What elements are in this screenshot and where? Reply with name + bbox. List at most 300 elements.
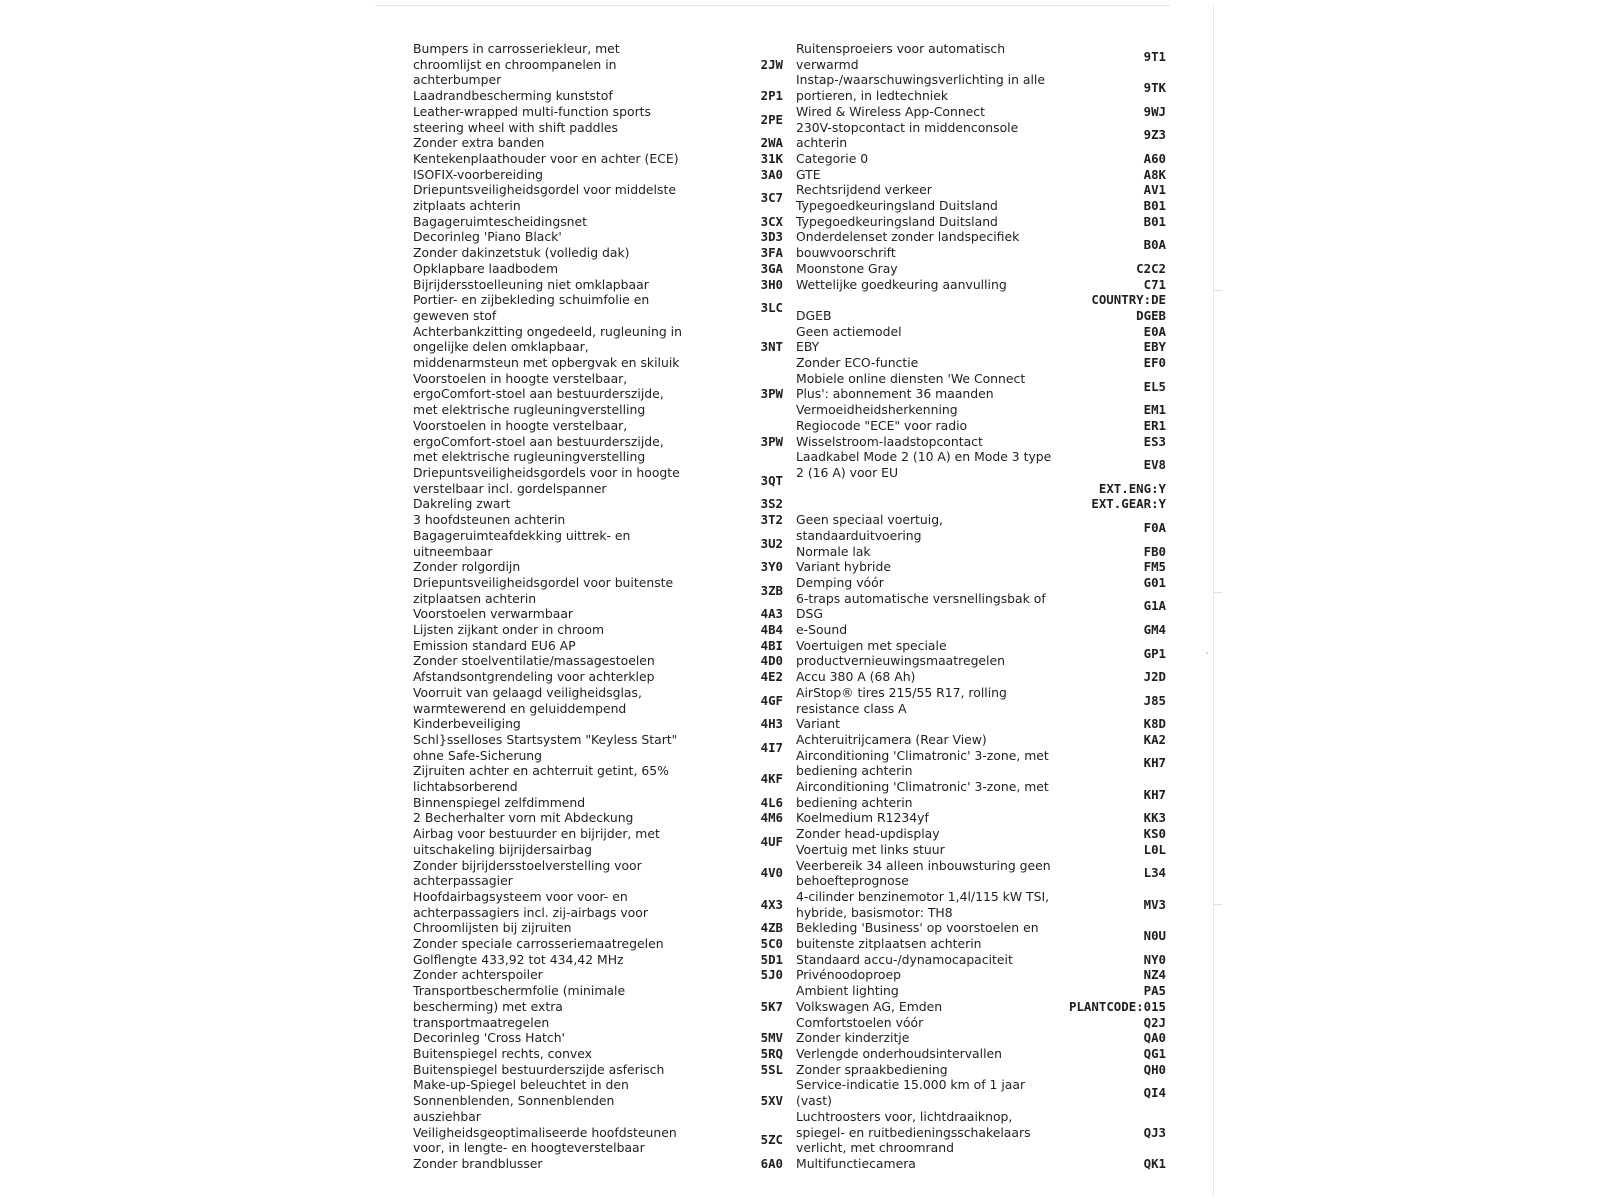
option-code: QG1 [1143,1046,1166,1061]
option-row [796,685,1166,716]
option-code: 3FA [760,245,783,261]
option-description: Opklapbare laadbodem [413,260,559,276]
option-row [796,716,1166,732]
options-list-left [413,41,783,1172]
option-row [796,292,1166,308]
option-row [796,261,1166,277]
option-code: B01 [1143,198,1166,214]
option-description: 2 Becherhalter vorn mit Abdeckung [413,810,634,826]
option-description: Standaard accu-/dynamocapaciteit [796,951,1013,967]
option-row [796,324,1166,340]
option-row [413,795,783,811]
option-row [413,245,783,261]
option-code: 3U2 [760,535,783,551]
option-code: K8D [1143,716,1166,732]
option-code: 2P1 [760,88,783,104]
option-code: 4X3 [760,896,783,912]
option-code: 3D3 [760,229,783,245]
scan-mark [1214,592,1222,593]
option-code: ES3 [1143,433,1166,449]
option-row [796,355,1166,371]
option-code: MV3 [1143,896,1166,912]
option-row [413,952,783,968]
option-code: 5MV [760,1030,783,1046]
option-description: Bijrijdersstoelleuning niet omklapbaar [413,276,649,292]
option-code: EXT.GEAR:Y [1091,496,1166,512]
option-code: A8K [1143,166,1166,182]
option-row [796,120,1166,151]
option-description: e-Sound [796,622,848,638]
option-code: N0U [1143,928,1166,944]
option-row [796,182,1166,198]
option-code: 2JW [760,56,783,72]
option-description: Veiligheidsgeoptimaliseerde hoofdsteunen voor, in lengte- en hoogteverstelbaar [413,1124,677,1156]
option-row [413,967,783,983]
option-code: ER1 [1143,417,1166,433]
option-code: EM1 [1143,402,1166,418]
option-row [413,88,783,104]
scan-mark [1214,904,1222,905]
option-code: 4H3 [760,716,783,732]
options-list-right [796,41,1166,1172]
option-row [413,104,783,135]
option-row [796,371,1166,402]
option-description: Airconditioning 'Climatronic' 3-zone, met bediening achterin [796,747,1049,779]
option-code: 4ZB [760,920,783,936]
option-code: E0A [1143,323,1166,339]
option-description: Buitenspiegel rechts, convex [413,1046,593,1061]
option-code: EBY [1143,339,1166,355]
option-code: KS0 [1143,826,1166,842]
option-code: 3ZB [760,582,783,598]
option-description: Laadkabel Mode 2 (10 A) en Mode 3 type 2 (16 A) voor EU [796,449,1052,480]
option-row [796,434,1166,450]
option-description: Voorstoelen in hoogte verstelbaar, ergoComfort-stoel aan bestuurderszijde, met elektrische rugleuningverstelling [413,370,664,418]
option-code: L0L [1143,841,1166,857]
option-row [413,292,783,323]
option-row [413,732,783,763]
option-description: GTE [796,166,821,182]
option-description: Lijsten zijkant onder in chroom [413,622,605,638]
option-code: F0A [1143,519,1166,535]
option-code: 4BI [760,637,783,653]
option-code: 3LC [760,300,783,316]
option-row [796,920,1166,951]
option-code: 4GF [760,692,783,708]
option-row [413,669,783,685]
option-row [796,748,1166,779]
option-description: 3 hoofdsteunen achterin [413,512,566,528]
option-code: 5D1 [760,951,783,967]
option-code: 4A3 [760,606,783,622]
option-code: EL5 [1143,378,1166,394]
option-code: 31K [760,150,783,166]
option-description: Bekleding 'Business' op voorstoelen en buitenste zitplaatsen achterin [796,920,1039,952]
option-description: Wired & Wireless App-Connect [796,103,985,119]
option-code: 4KF [760,771,783,787]
option-description: Zonder speciale carrosseriemaatregelen [413,936,664,952]
option-code: KK3 [1143,810,1166,826]
option-row [796,449,1166,480]
option-description: Voertuig met links stuur [796,841,945,857]
option-code: 5C0 [760,936,783,952]
option-row [413,1156,783,1172]
option-row [413,418,783,465]
option-row [413,653,783,669]
option-code: 3PW [760,386,783,402]
option-code: QK1 [1143,1155,1166,1171]
option-code: EV8 [1143,457,1166,473]
option-code: 2PE [760,111,783,127]
option-row [796,277,1166,293]
option-row [796,1156,1166,1172]
option-row [796,638,1166,669]
option-row [796,732,1166,748]
option-code: QA0 [1143,1030,1166,1046]
option-description: Verlengde onderhoudsintervallen [796,1046,1003,1061]
option-code: L34 [1143,865,1166,881]
scan-mark [1214,290,1222,291]
option-description: 4-cilinder benzinemotor 1,4l/115 kW TSI, hybride, basismotor: TH8 [796,888,1050,920]
option-row [413,622,783,638]
option-row [796,779,1166,810]
option-row [796,952,1166,968]
option-description: 6-traps automatische versnellingsbak of DSG [796,590,1046,622]
option-row [413,575,783,606]
option-description: Veerbereik 34 alleen inbouwsturing geen behoefteprognose [796,857,1051,889]
option-description: Zonder bijrijdersstoelverstelling voor achterpassagier [413,857,642,889]
option-row [413,810,783,826]
option-code: 3CX [760,213,783,229]
option-row [413,261,783,277]
option-description: Kentekenplaathouder voor en achter (ECE) [413,150,679,166]
option-description: Airbag voor bestuurder en bijrijder, met uitschakeling bijrijdersairbag [413,826,660,857]
page-right-edge [1213,6,1214,1196]
option-row [796,889,1166,920]
option-description: Rechtsrijdend verkeer [796,182,932,198]
option-code: QI4 [1143,1085,1166,1101]
option-row [796,842,1166,858]
option-row [796,229,1166,260]
option-description: Portier- en zijbekleding schuimfolie en geweven stof [413,292,650,323]
option-code: DGEB [1136,307,1166,323]
option-description: Zonder stoelventilatie/massagestoelen [413,653,655,669]
option-row [413,858,783,889]
option-code: 3S2 [760,496,783,512]
option-description: Make-up-Spiegel beleuchtet in den Sonnenblenden, Sonnenblenden ausziehbar [413,1077,629,1124]
option-code: 3A0 [760,166,783,182]
option-code: B0A [1143,237,1166,253]
option-description: Accu 380 A (68 Ah) [796,669,916,685]
option-row [413,1030,783,1046]
option-code: 5RQ [760,1046,783,1061]
option-description: Schl}sselloses Startsystem "Keyless Start" ohne Safe-Sicherung [413,731,678,763]
option-code: 4L6 [760,794,783,810]
option-code: 3C7 [760,190,783,206]
option-description: Laadrandbescherming kunststof [413,88,613,104]
option-row [413,983,783,1030]
option-row [413,763,783,794]
option-row [796,1077,1166,1108]
option-row [796,999,1166,1015]
option-description: Zonder spraakbediening [796,1061,948,1077]
option-code: 5J0 [760,967,783,983]
option-row [413,1046,783,1062]
option-code: 9TK [1143,80,1166,96]
page-top-edge [375,5,1170,6]
option-row [796,967,1166,983]
scan-dot [1206,652,1208,654]
option-description: Voorstoelen in hoogte verstelbaar, ergoComfort-stoel aan bestuurderszijde, met elektrische rugleuningverstelling [413,417,664,465]
option-code: 3NT [760,339,783,355]
option-row [413,182,783,213]
option-description: Emission standard EU6 AP [413,637,576,653]
option-row [413,826,783,857]
option-description: Airconditioning 'Climatronic' 3-zone, met bediening achterin [796,779,1049,810]
option-row [796,1109,1166,1156]
option-description: Zijruiten achter en achterruit getint, 65% lichtabsorberend [413,763,669,795]
option-description: DGEB [796,307,832,323]
option-row [796,402,1166,418]
option-description: Geen speciaal voertuig, standaarduitvoering [796,512,943,543]
option-row [796,858,1166,889]
option-description: Achteruitrijcamera (Rear View) [796,731,987,747]
option-description: Voorruit van gelaagd veiligheidsglas, warmtewerend en geluiddempend [413,684,642,716]
option-description: ISOFIX-voorbereiding [413,166,544,182]
option-row [413,277,783,293]
option-row [413,167,783,183]
option-row [796,339,1166,355]
option-description: Wisselstroom-laadstopcontact [796,433,983,449]
option-row [413,1062,783,1078]
option-row [796,418,1166,434]
option-code: EXT.ENG:Y [1098,480,1166,496]
option-description: Zonder kinderzitje [796,1030,910,1046]
option-description: Driepuntsveiligheidsgordel voor middelste zitplaats achterin [413,182,676,214]
option-code: 3Y0 [760,559,783,575]
option-code: 4V0 [760,865,783,881]
option-row [413,716,783,732]
option-description: Hoofdairbagsysteem voor voor- en achterpassagiers incl. zij-airbags voor [413,888,648,920]
option-description: Demping vóór [796,574,884,590]
option-code: Q2J [1143,1014,1166,1030]
option-description: Bumpers in carrosseriekleur, met chroomlijst en chroompanelen in achterbumper [413,41,620,88]
option-code: C2C2 [1136,260,1166,276]
option-description: Bagageruimteafdekking uittrek- en uitneembaar [413,527,631,559]
option-code: 5K7 [760,998,783,1014]
option-row [796,559,1166,575]
option-row [413,685,783,716]
option-description: EBY [796,339,820,355]
option-description: Typegoedkeuringsland Duitsland [796,213,998,229]
option-code: 3QT [760,472,783,488]
option-description: Ambient lighting [796,983,899,999]
option-description: Typegoedkeuringsland Duitsland [796,198,998,214]
option-row [796,810,1166,826]
option-description: Kinderbeveiliging [413,716,521,732]
option-description: Variant [796,716,840,732]
option-description: Categorie 0 [796,150,869,166]
option-row [796,308,1166,324]
option-code: KH7 [1143,786,1166,802]
option-row [413,214,783,230]
option-code: G1A [1143,598,1166,614]
option-row [413,1125,783,1156]
option-code: GM4 [1143,622,1166,638]
option-row [796,167,1166,183]
option-description: Afstandsontgrendeling voor achterklep [413,669,655,685]
option-row [413,936,783,952]
option-description: Bagageruimtescheidingsnet [413,213,587,229]
option-row [413,606,783,622]
option-row [796,1062,1166,1078]
option-row [413,1077,783,1124]
option-description: Zonder ECO-functie [796,355,919,371]
option-description: Volkswagen AG, Emden [796,998,943,1014]
option-description: Buitenspiegel bestuurderszijde asferisch [413,1061,665,1077]
option-description: Variant hybride [796,559,891,575]
option-code: 4D0 [760,653,783,669]
option-row [413,324,783,371]
option-code: 4I7 [760,739,783,755]
option-description: Decorinleg 'Cross Hatch' [413,1030,565,1046]
option-row [413,512,783,528]
option-row [796,622,1166,638]
option-row [796,72,1166,103]
option-row [796,151,1166,167]
option-code: QH0 [1143,1061,1166,1077]
option-description: Onderdelenset zonder landspecifiek bouwvoorschrift [796,229,1020,261]
option-code: COUNTRY:DE [1091,292,1166,308]
option-row [413,889,783,920]
option-row [796,496,1166,512]
option-description: Chroomlijsten bij zijruiten [413,920,572,936]
option-code: PLANTCODE:015 [1069,998,1166,1014]
option-row [796,1046,1166,1062]
option-description: Normale lak [796,543,871,559]
option-description: Zonder dakinzetstuk (volledig dak) [413,245,630,261]
option-row [413,151,783,167]
option-description: Multifunctiecamera [796,1155,916,1171]
option-row [796,983,1166,999]
option-row [413,496,783,512]
option-code: J85 [1143,692,1166,708]
option-code: 5XV [760,1093,783,1109]
option-code: 2WA [760,135,783,151]
option-description: Binnenspiegel zelfdimmend [413,794,586,810]
option-row [796,1030,1166,1046]
option-description: Achterbankzitting ongedeeld, rugleuning in ongelijke delen omklapbaar, middenarmsteun met opbergvak en skiluik [413,323,682,371]
option-code: 3PW [760,433,783,449]
option-row [796,481,1166,497]
option-description: Zonder achterspoiler [413,967,543,983]
option-code: NZ4 [1143,967,1166,983]
option-row [413,638,783,654]
option-row [796,41,1166,72]
option-description: Ruitensproeiers voor automatisch verwarmd [796,41,1006,72]
option-description: Voorstoelen verwarmbaar [413,606,574,622]
option-description: Dakreling zwart [413,496,511,512]
option-row [796,198,1166,214]
option-description: 230V-stopcontact in middenconsole achterin [796,119,1019,151]
option-code: 4E2 [760,669,783,685]
option-code: 3GA [760,260,783,276]
option-row [796,214,1166,230]
option-description: AirStop® tires 215/55 R17, rolling resistance class A [796,684,1007,716]
option-code: J2D [1143,669,1166,685]
option-row [796,575,1166,591]
option-code: QJ3 [1143,1124,1166,1140]
option-code: A60 [1143,150,1166,166]
option-description: Leather-wrapped multi-function sports steering wheel with shift paddles [413,103,651,135]
option-code: FB0 [1143,543,1166,559]
option-code: G01 [1143,574,1166,590]
option-description: Privénoodoproep [796,967,901,983]
option-code: 9Z3 [1143,127,1166,143]
option-row [796,826,1166,842]
option-description: Transportbeschermfolie (minimale bescherming) met extra transportmaatregelen [413,983,626,1030]
option-code: 5ZC [760,1132,783,1148]
option-code: KH7 [1143,755,1166,771]
option-code: 9T1 [1143,48,1166,64]
option-description: Koelmedium R1234yf [796,810,929,826]
option-row [413,229,783,245]
option-description: Moonstone Gray [796,260,898,276]
option-description: Regiocode "ECE" voor radio [796,417,968,433]
option-row [413,41,783,88]
option-code: C71 [1143,276,1166,292]
option-description: Geen actiemodel [796,323,902,339]
option-description: Voertuigen met speciale productvernieuwingsmaatregelen [796,637,1005,669]
option-code: 6A0 [760,1155,783,1171]
option-row [413,920,783,936]
option-description: Zonder brandblusser [413,1155,543,1171]
option-description: Mobiele online diensten 'We Connect Plus': abonnement 36 maanden [796,370,1026,402]
option-code: B01 [1143,213,1166,229]
option-row [796,669,1166,685]
option-code: FM5 [1143,559,1166,575]
option-row [413,559,783,575]
option-row [796,512,1166,543]
option-description: Driepuntsveiligheidsgordels voor in hoogte verstelbaar incl. gordelspanner [413,464,680,496]
option-description: Zonder rolgordijn [413,559,521,575]
option-code: GP1 [1143,645,1166,661]
option-description: Golflengte 433,92 tot 434,42 MHz [413,951,624,967]
option-description: Service-indicatie 15.000 km of 1 jaar (vast) [796,1077,1026,1109]
option-description: Wettelijke goedkeuring aanvulling [796,276,1007,292]
option-description: Luchtroosters voor, lichtdraaiknop, spiegel- en ruitbedieningsschakelaars verlicht, met chroomrand [796,1108,1031,1156]
option-code: NY0 [1143,951,1166,967]
option-code: EF0 [1143,355,1166,371]
option-code: 9WJ [1143,103,1166,119]
option-code: 4M6 [760,810,783,826]
option-row [413,465,783,496]
option-row [413,528,783,559]
option-code: 3H0 [760,276,783,292]
option-description: Driepuntsveiligheidsgordel voor buitenste zitplaatsen achterin [413,574,674,606]
option-description: Zonder extra banden [413,135,545,151]
option-row [413,135,783,151]
option-row [796,544,1166,560]
option-row [413,371,783,418]
option-code: 5SL [760,1061,783,1077]
option-row [796,591,1166,622]
option-code: KA2 [1143,731,1166,747]
option-code: 4B4 [760,622,783,638]
option-row [796,104,1166,120]
option-description: Comfortstoelen vóór [796,1014,924,1030]
option-description: Decorinleg 'Piano Black' [413,229,562,245]
